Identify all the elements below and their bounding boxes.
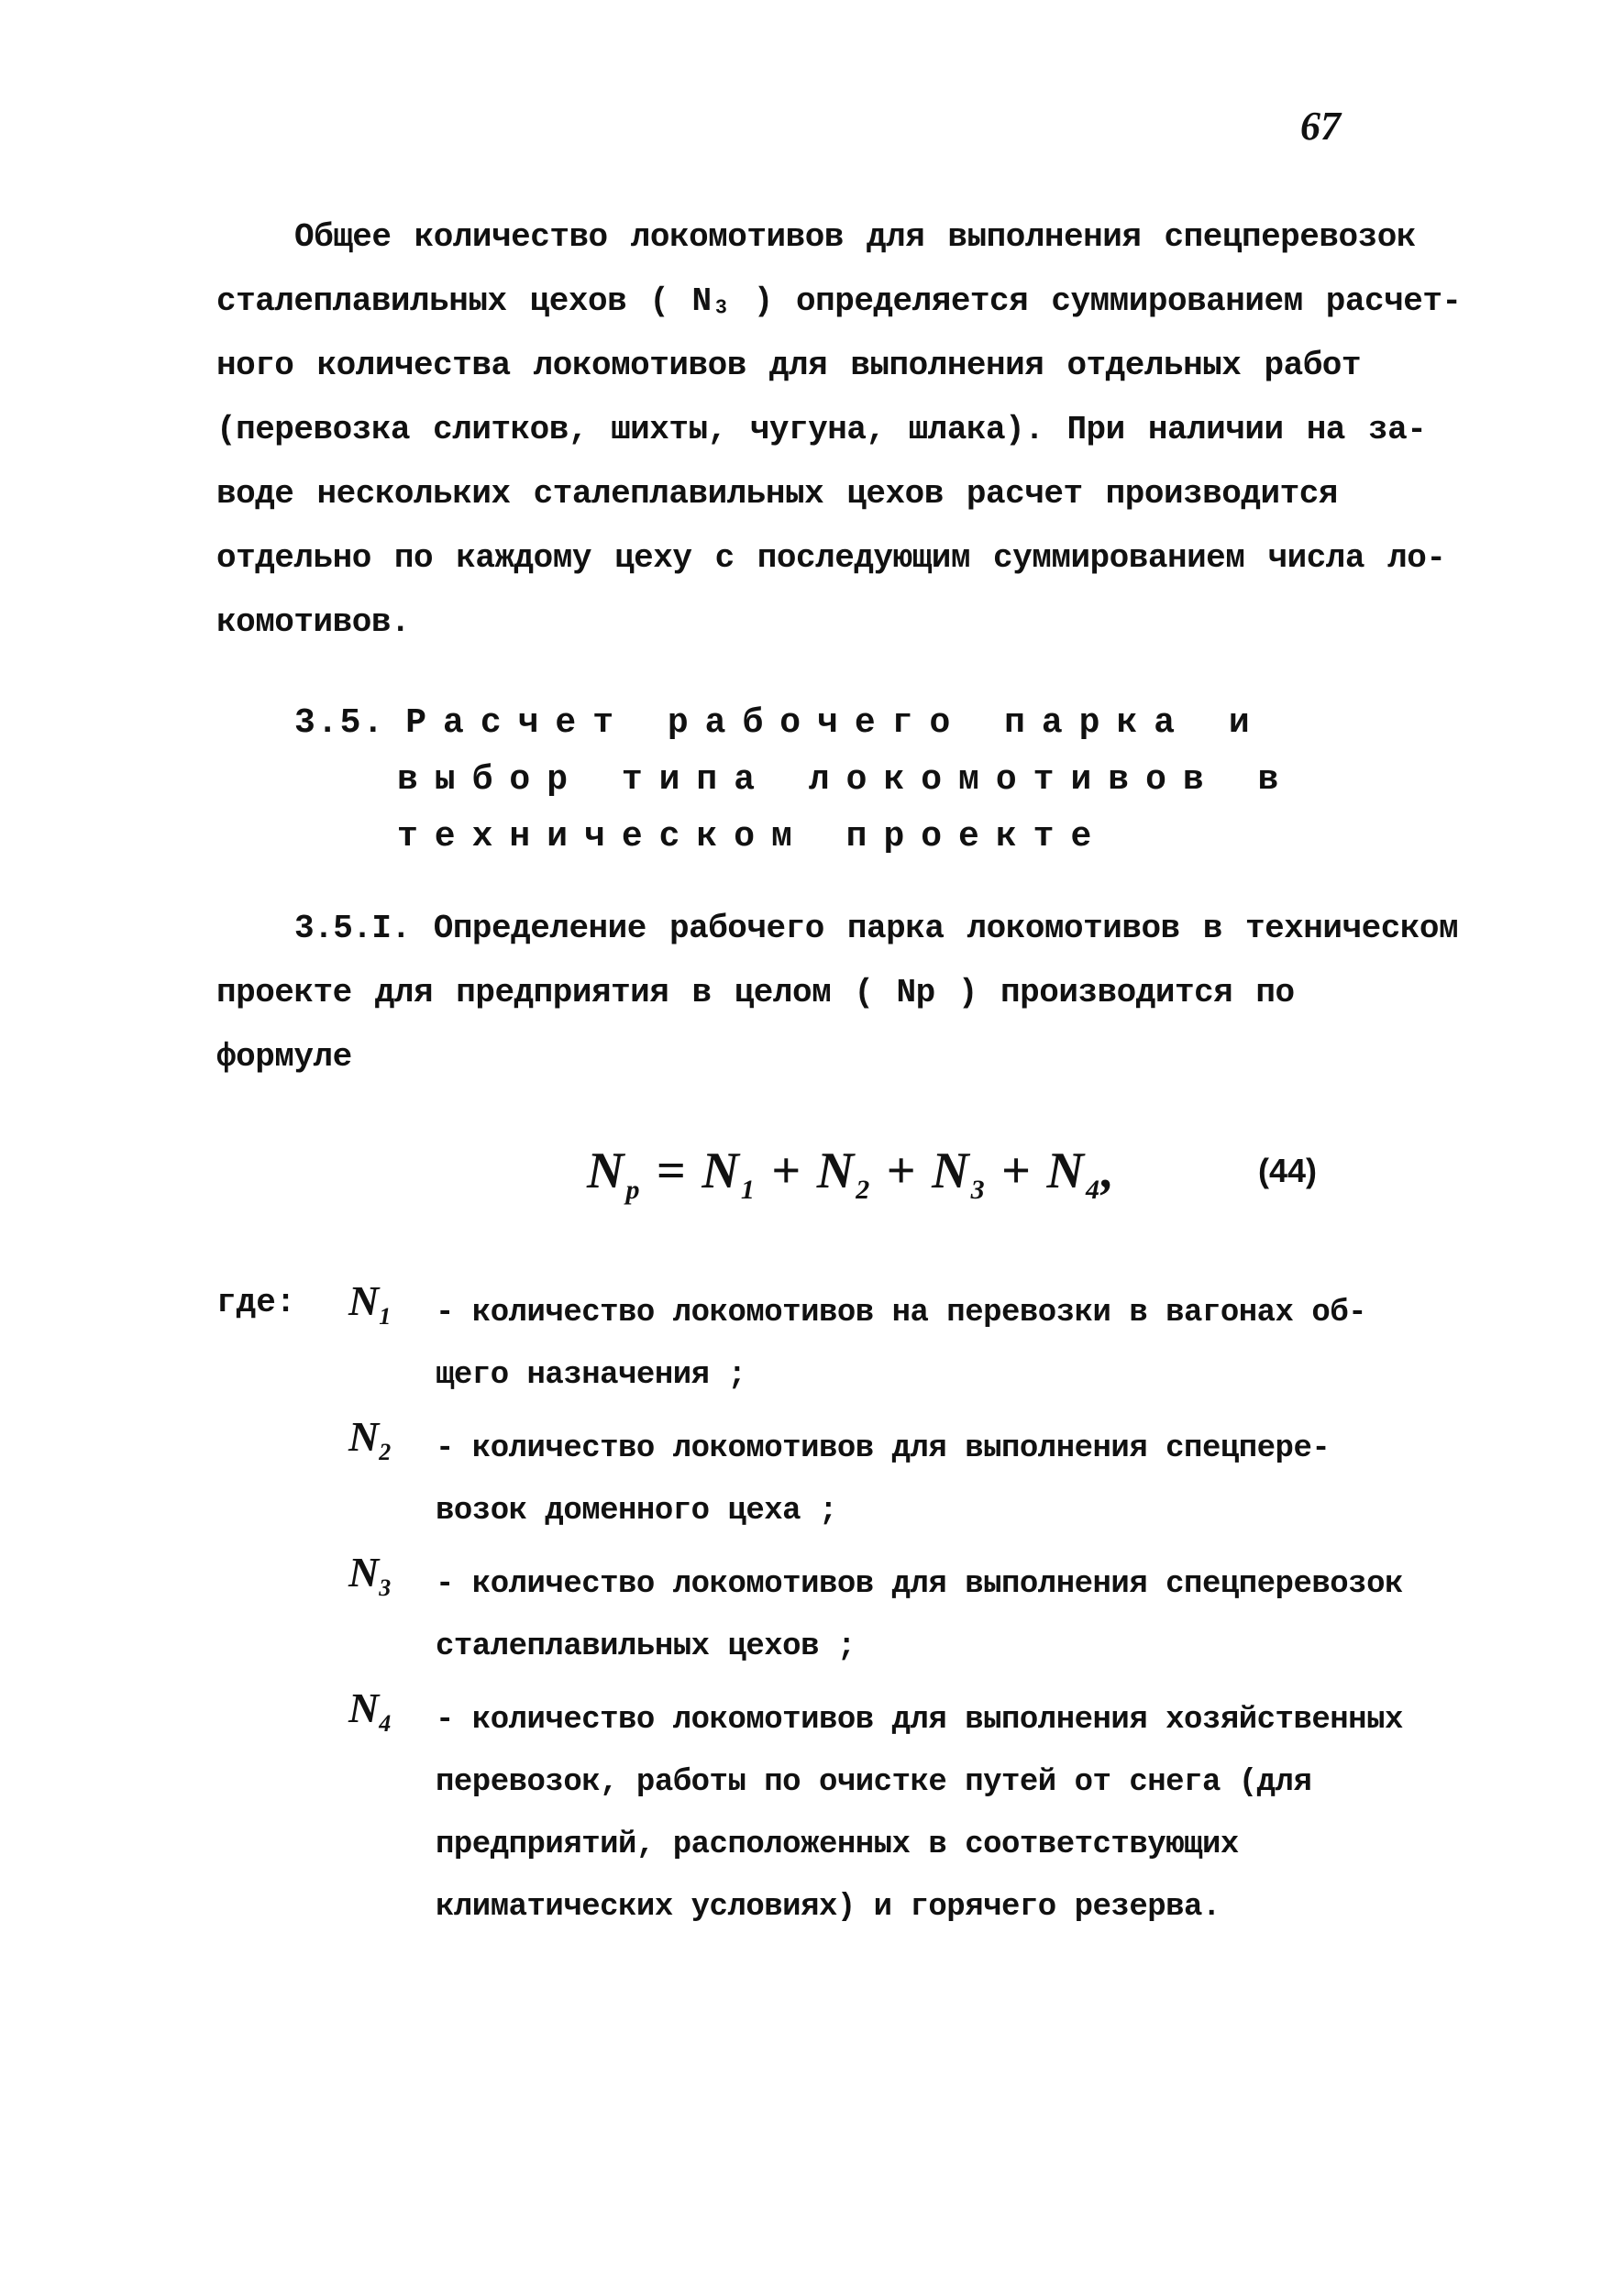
section-title-line: техническом проекте — [397, 817, 1109, 856]
paragraph-line: 3.5.I. Определение рабочего парка локомотивов в техническом — [294, 910, 1459, 947]
paragraph-line: проекте для предприятия в целом ( Np ) производится по — [216, 974, 1295, 1011]
formula-term: N — [816, 1143, 856, 1199]
section-title-line: Расчет рабочего парка и — [405, 703, 1266, 743]
formula-term: N — [702, 1143, 741, 1199]
definition-symbol: $N_4$ — [348, 1684, 392, 1738]
definition-symbol: $N_1$ — [348, 1277, 392, 1331]
definition-text — [348, 1553, 1449, 1678]
where-label: где: — [216, 1284, 296, 1321]
definition-line: возок доменного цеха ; — [436, 1494, 837, 1529]
formula-term-sub: 2 — [856, 1175, 872, 1206]
definition-line: - количество локомотивов для выполнения хозяйственных — [436, 1703, 1403, 1738]
intro-paragraph — [216, 205, 1462, 655]
paragraph-line: Общее количество локомотивов для выполнения спецперевозок — [294, 218, 1416, 256]
definition-item — [348, 1549, 1449, 1678]
formula-term: N — [1046, 1143, 1086, 1199]
definition-symbol: $N_3$ — [348, 1549, 392, 1602]
definition-line: предприятий, расположенных в соответствующих — [436, 1828, 1239, 1862]
formula-term-sub: 1 — [740, 1175, 757, 1206]
section-heading — [294, 695, 1295, 866]
paragraph-line: воде нескольких сталеплавильных цехов расчет производится — [216, 475, 1338, 513]
paragraph-line: (перевозка слитков, шихты, чугуна, шлака). При наличии на за- — [216, 411, 1427, 448]
definition-item — [348, 1684, 1449, 1938]
formula-term-sub: 3 — [970, 1175, 987, 1206]
definitions-list — [348, 1277, 1449, 1949]
definition-item — [348, 1277, 1449, 1407]
equation-number: (44) — [1258, 1152, 1318, 1189]
paragraph-line: формуле — [216, 1038, 352, 1076]
section-number: 3.5. — [294, 703, 386, 743]
paragraph-line: комотивов. — [216, 603, 411, 641]
formula-lhs: N — [587, 1143, 626, 1199]
definition-line: щего назначения ; — [436, 1358, 746, 1393]
definition-item — [348, 1413, 1449, 1542]
definition-line: - количество локомотивов для выполнения спецпере- — [436, 1431, 1331, 1466]
definition-line: - количество локомотивов для выполнения спецперевозок — [436, 1567, 1403, 1602]
paragraph-line: сталеплавильных цехов ( N₃ ) определяется суммированием расчет- — [216, 282, 1462, 320]
definition-text — [348, 1282, 1449, 1407]
definition-line: - количество локомотивов на перевозки в вагонах об- — [436, 1296, 1367, 1331]
definition-symbol: $N_2$ — [348, 1413, 392, 1466]
formula-term-sub: 4 — [1085, 1175, 1101, 1206]
definition-line: сталеплавильных цехов ; — [436, 1629, 856, 1664]
formula-term: N — [932, 1143, 971, 1199]
formula-44: $N_p = N_1 + N_2 + N_3 + N_4$, — [587, 1143, 1116, 1206]
paragraph-line: отдельно по каждому цеху с последующим суммированием числа ло- — [216, 539, 1446, 577]
definition-line: перевозок, работы по очистке путей от снега (для — [436, 1765, 1312, 1800]
definition-text — [348, 1418, 1449, 1542]
formula-lhs-sub: p — [625, 1175, 642, 1206]
section-title-line: выбор типа локомотивов в — [397, 760, 1296, 800]
definition-paragraph — [216, 897, 1459, 1089]
page-number: 67 — [1300, 104, 1341, 149]
paragraph-line: ного количества локомотивов для выполнения отдельных работ — [216, 347, 1362, 384]
definition-line: климатических условиях) и горячего резерва. — [436, 1890, 1221, 1925]
definition-text — [348, 1689, 1449, 1938]
